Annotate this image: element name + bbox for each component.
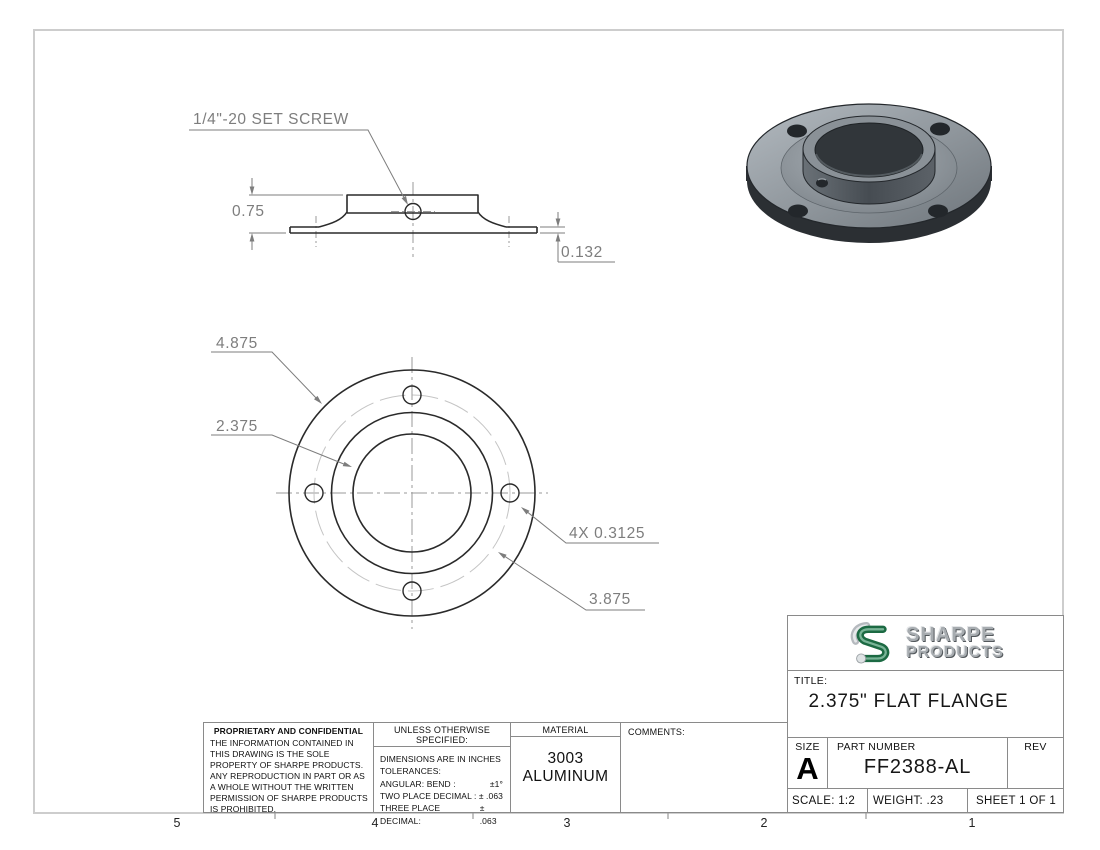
- set-screw-callout: 1/4"-20 SET SCREW: [193, 111, 349, 128]
- part-number-label: PART NUMBER: [837, 741, 916, 753]
- dim-bore-dia: 2.375: [216, 418, 258, 435]
- tolerance-line-units: DIMENSIONS ARE IN INCHES: [380, 754, 501, 764]
- title-block: [787, 615, 1064, 813]
- size-label: SIZE: [795, 741, 820, 753]
- proprietary-body: THE INFORMATION CONTAINED IN THIS DRAWING IS THE SOLE PROPERTY OF SHARPE PRODUCTS. ANY REPRODUCTION IN PART OR AS A WHOLE WITHOUT THE WRITTEN PERMISSION OF SHARPE PRODUCTS IS PROHIBITED.: [210, 738, 368, 815]
- zone-label-1: 1: [968, 816, 976, 830]
- sheet-cell: SHEET 1 OF 1: [976, 794, 1057, 807]
- weight-cell: WEIGHT: .23: [868, 789, 968, 812]
- tolerance-box: [373, 722, 511, 826]
- logo-text-sharpe: SHARPE: [906, 623, 996, 646]
- part-number-value: FF2388-AL: [863, 756, 972, 778]
- material-heading: MATERIAL: [511, 723, 620, 737]
- zone-label-4: 4: [371, 816, 379, 830]
- isometric-view: [747, 104, 991, 243]
- material-value-1: 3003: [547, 750, 584, 767]
- title-label: TITLE:: [794, 675, 828, 687]
- dim-holes: 4X 0.3125: [569, 525, 646, 542]
- size-value: A: [796, 751, 819, 786]
- zone-label-5: 5: [173, 816, 181, 830]
- dim-height: 0.75: [232, 203, 265, 220]
- drawing-title: 2.375" FLAT FLANGE: [808, 691, 1009, 712]
- zone-label-2: 2: [760, 816, 768, 830]
- scale-cell: SCALE: 1:2: [788, 789, 868, 812]
- proprietary-heading: PROPRIETARY AND CONFIDENTIAL: [213, 726, 364, 736]
- proprietary-box: [203, 722, 374, 813]
- zone-label-3: 3: [563, 816, 571, 830]
- material-box: [510, 722, 621, 813]
- dim-bolt-circle: 3.875: [589, 591, 631, 608]
- title-row: [788, 671, 1063, 738]
- dim-thickness: 0.132: [561, 244, 603, 261]
- rev-label: REV: [1024, 741, 1047, 753]
- comments-heading: COMMENTS:: [628, 727, 685, 737]
- logo-row: [788, 616, 1063, 671]
- front-view: [211, 352, 659, 629]
- tolerance-heading: UNLESS OTHERWISE SPECIFIED:: [374, 723, 510, 747]
- side-view: [189, 130, 615, 262]
- logo-text-products: PRODUCTS: [906, 643, 1004, 661]
- sharpe-logo-icon: [847, 622, 899, 664]
- tolerance-line-tolerances: TOLERANCES:: [380, 766, 441, 777]
- part-number-cell: [828, 738, 1008, 789]
- material-value-2: ALUMINUM: [522, 767, 609, 785]
- size-cell: [788, 738, 828, 789]
- tolerance-row-two-place: TWO PLACE DECIMAL : ± .063: [380, 790, 503, 801]
- tolerance-row-angular: ANGULAR: BEND : ±1°: [380, 778, 503, 789]
- dim-outer-dia: 4.875: [216, 335, 258, 352]
- comments-box: [620, 722, 788, 813]
- tolerance-row-three-place: THREE PLACE DECIMAL: ± .063: [380, 803, 497, 826]
- iso-set-screw-hole: [816, 179, 828, 188]
- rev-cell: [1008, 738, 1063, 789]
